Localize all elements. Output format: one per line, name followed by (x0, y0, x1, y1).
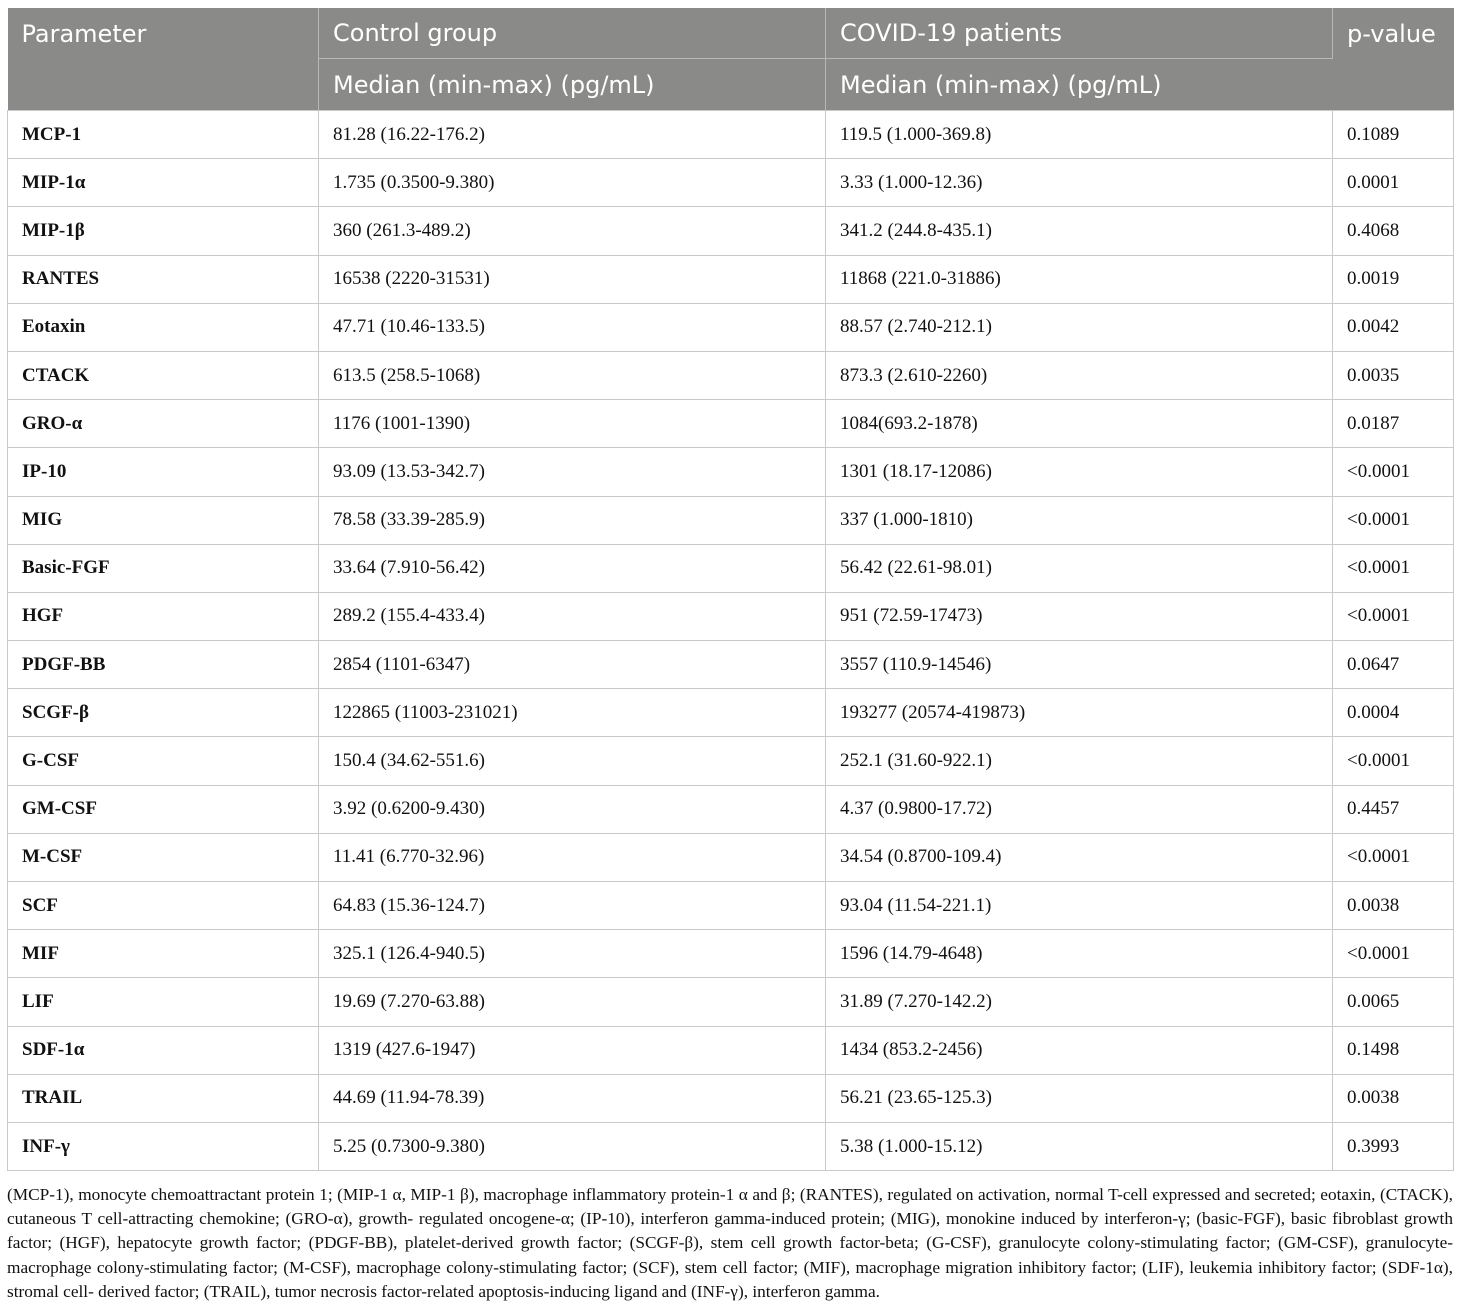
cell-control: 47.71 (10.46-133.5) (319, 303, 826, 351)
table-row (8, 641, 1454, 689)
cell-parameter: Basic-FGF (8, 544, 319, 592)
cell-p-value: 0.1498 (1333, 1026, 1454, 1074)
table-row (8, 448, 1454, 496)
cell-covid: 193277 (20574-419873) (826, 689, 1333, 737)
cell-p-value: 0.0004 (1333, 689, 1454, 737)
cell-covid: 119.5 (1.000-369.8) (826, 111, 1333, 159)
cell-parameter: HGF (8, 592, 319, 640)
table-row (8, 303, 1454, 351)
cell-parameter: TRAIL (8, 1074, 319, 1122)
cell-control: 1319 (427.6-1947) (319, 1026, 826, 1074)
cell-covid: 1434 (853.2-2456) (826, 1026, 1333, 1074)
cell-p-value: <0.0001 (1333, 737, 1454, 785)
cell-parameter: MIP-1α (8, 159, 319, 207)
cell-control: 1176 (1001-1390) (319, 400, 826, 448)
cell-control: 93.09 (13.53-342.7) (319, 448, 826, 496)
header-control-subtitle: Median (min-max) (pg/mL) (319, 59, 826, 111)
cell-covid: 3557 (110.9-14546) (826, 641, 1333, 689)
cell-control: 150.4 (34.62-551.6) (319, 737, 826, 785)
cell-p-value: 0.0038 (1333, 882, 1454, 930)
cell-covid: 341.2 (244.8-435.1) (826, 207, 1333, 255)
table-row (8, 833, 1454, 881)
cell-control: 78.58 (33.39-285.9) (319, 496, 826, 544)
table-footnote: (MCP-1), monocyte chemoattractant protein 1; (MIP-1 α, MIP-1 β), macrophage inflammatory protein-1 α and β; (RANTES), regulated on activation, normal T-cell expressed and secreted; eotaxin, (CTACK), cutaneous T cell-attracting chemokine; (GRO-α), growth- regulated oncogene-α; (IP-10), interferon gamma-induced protein; (MIG), monokine induced by interferon-γ; (basic-FGF), basic fibroblast growth factor; (HGF), hepatocyte growth factor; (PDGF-BB), platelet-derived growth factor; (SCGF-β), stem cell growth factor-beta; (G-CSF), granulocyte colony-stimulating factor; (GM-CSF), granulocyte-macrophage colony-stimulating factor; (M-CSF), macrophage colony-stimulating factor; (SCF), stem cell factor; (MIF), macrophage migration inhibitory factor; (LIF), leukemia inhibitory factor; (SDF-1α), stromal cell- derived factor; (TRAIL), tumor necrosis factor-related apoptosis-inducing ligand and (INF-γ), interferon gamma. (7, 1185, 1453, 1301)
table-row (8, 592, 1454, 640)
table-row (8, 882, 1454, 930)
cell-control: 33.64 (7.910-56.42) (319, 544, 826, 592)
cell-p-value: <0.0001 (1333, 496, 1454, 544)
table-row (8, 207, 1454, 255)
cell-p-value: 0.0187 (1333, 400, 1454, 448)
cell-p-value: <0.0001 (1333, 592, 1454, 640)
table-header (8, 8, 1454, 111)
cell-covid: 34.54 (0.8700-109.4) (826, 833, 1333, 881)
cell-parameter: M-CSF (8, 833, 319, 881)
cell-control: 5.25 (0.7300-9.380) (319, 1122, 826, 1170)
cell-control: 16538 (2220-31531) (319, 255, 826, 303)
cell-covid: 93.04 (11.54-221.1) (826, 882, 1333, 930)
cell-covid: 252.1 (31.60-922.1) (826, 737, 1333, 785)
cell-p-value: <0.0001 (1333, 930, 1454, 978)
cell-covid: 951 (72.59-17473) (826, 592, 1333, 640)
cell-p-value: <0.0001 (1333, 544, 1454, 592)
table-row (8, 1074, 1454, 1122)
cell-p-value: 0.0019 (1333, 255, 1454, 303)
cell-parameter: INF-γ (8, 1122, 319, 1170)
cell-parameter: MIG (8, 496, 319, 544)
cell-parameter: MCP-1 (8, 111, 319, 159)
cell-parameter: Eotaxin (8, 303, 319, 351)
header-covid-patients: COVID-19 patients (826, 8, 1333, 59)
table-row (8, 785, 1454, 833)
cell-control: 360 (261.3-489.2) (319, 207, 826, 255)
cell-p-value: 0.3993 (1333, 1122, 1454, 1170)
cell-covid: 88.57 (2.740-212.1) (826, 303, 1333, 351)
cell-control: 325.1 (126.4-940.5) (319, 930, 826, 978)
cell-covid: 1596 (14.79-4648) (826, 930, 1333, 978)
header-parameter: Parameter (8, 8, 319, 111)
header-control-group: Control group (319, 8, 826, 59)
cell-control: 81.28 (16.22-176.2) (319, 111, 826, 159)
table-row (8, 930, 1454, 978)
cytokine-table-container (7, 8, 1453, 1171)
cell-parameter: SCGF-β (8, 689, 319, 737)
cytokine-table (7, 8, 1454, 1171)
table-row (8, 978, 1454, 1026)
cell-control: 613.5 (258.5-1068) (319, 351, 826, 399)
cell-covid: 31.89 (7.270-142.2) (826, 978, 1333, 1026)
cell-p-value: 0.0647 (1333, 641, 1454, 689)
header-p-value: p-value (1333, 8, 1454, 111)
cell-parameter: G-CSF (8, 737, 319, 785)
cell-control: 44.69 (11.94-78.39) (319, 1074, 826, 1122)
header-covid-subtitle: Median (min-max) (pg/mL) (826, 59, 1333, 111)
table-row (8, 1122, 1454, 1170)
table-row (8, 159, 1454, 207)
table-row (8, 689, 1454, 737)
cell-covid: 56.42 (22.61-98.01) (826, 544, 1333, 592)
cell-parameter: MIF (8, 930, 319, 978)
cell-parameter: SCF (8, 882, 319, 930)
cell-covid: 1301 (18.17-12086) (826, 448, 1333, 496)
cell-covid: 4.37 (0.9800-17.72) (826, 785, 1333, 833)
cell-control: 2854 (1101-6347) (319, 641, 826, 689)
cell-parameter: RANTES (8, 255, 319, 303)
table-row (8, 1026, 1454, 1074)
cell-p-value: 0.1089 (1333, 111, 1454, 159)
cell-p-value: 0.0038 (1333, 1074, 1454, 1122)
table-row (8, 351, 1454, 399)
cell-p-value: <0.0001 (1333, 448, 1454, 496)
table-row (8, 737, 1454, 785)
cell-parameter: CTACK (8, 351, 319, 399)
table-row (8, 255, 1454, 303)
cell-p-value: <0.0001 (1333, 833, 1454, 881)
cell-control: 3.92 (0.6200-9.430) (319, 785, 826, 833)
cell-covid: 56.21 (23.65-125.3) (826, 1074, 1333, 1122)
cell-p-value: 0.0035 (1333, 351, 1454, 399)
cell-covid: 11868 (221.0-31886) (826, 255, 1333, 303)
cell-covid: 5.38 (1.000-15.12) (826, 1122, 1333, 1170)
cell-p-value: 0.0001 (1333, 159, 1454, 207)
cell-p-value: 0.0065 (1333, 978, 1454, 1026)
cell-covid: 3.33 (1.000-12.36) (826, 159, 1333, 207)
cell-p-value: 0.4457 (1333, 785, 1454, 833)
cell-p-value: 0.4068 (1333, 207, 1454, 255)
table-row (8, 400, 1454, 448)
cell-covid: 873.3 (2.610-2260) (826, 351, 1333, 399)
cell-parameter: SDF-1α (8, 1026, 319, 1074)
cell-covid: 1084(693.2-1878) (826, 400, 1333, 448)
cell-parameter: GM-CSF (8, 785, 319, 833)
cell-control: 289.2 (155.4-433.4) (319, 592, 826, 640)
cell-control: 64.83 (15.36-124.7) (319, 882, 826, 930)
table-row (8, 496, 1454, 544)
table-row (8, 111, 1454, 159)
cell-covid: 337 (1.000-1810) (826, 496, 1333, 544)
cell-control: 122865 (11003-231021) (319, 689, 826, 737)
cell-control: 11.41 (6.770-32.96) (319, 833, 826, 881)
cell-parameter: LIF (8, 978, 319, 1026)
cell-parameter: IP-10 (8, 448, 319, 496)
cell-control: 19.69 (7.270-63.88) (319, 978, 826, 1026)
table-row (8, 544, 1454, 592)
cell-p-value: 0.0042 (1333, 303, 1454, 351)
cell-parameter: MIP-1β (8, 207, 319, 255)
cell-parameter: GRO-α (8, 400, 319, 448)
table-body (8, 111, 1454, 1171)
cell-control: 1.735 (0.3500-9.380) (319, 159, 826, 207)
cell-parameter: PDGF-BB (8, 641, 319, 689)
